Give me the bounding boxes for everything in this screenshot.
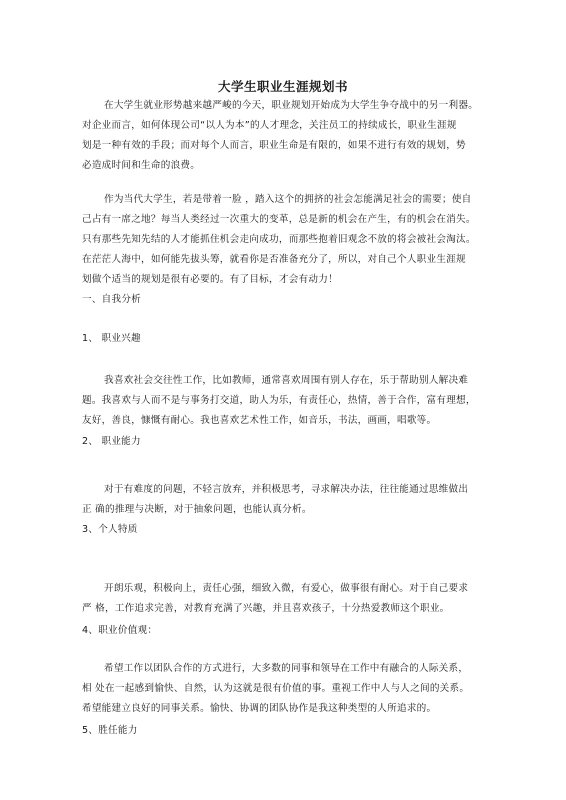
subheading-ability: 2、 职业能力 bbox=[82, 436, 141, 447]
intro-line-2: 对企业而言，如何体现公司“以人为本”的人才理念，关注员工的持续成长，职业生涯规 bbox=[82, 120, 457, 131]
subheading-values: 4、职业价值观： bbox=[82, 625, 158, 636]
para2-line-5: 划做个适当的规划是很有必要的。有了目标，才会有动力！ bbox=[82, 274, 338, 285]
subheading-competence: 5、胜任能力 bbox=[82, 725, 138, 736]
values-line-2: 相 处在一起感到愉快、自然，认为这就是很有价值的事。重视工作中人与人之间的关系。 bbox=[82, 683, 470, 694]
intro-line-4: 必造成时间和生命的浪费。 bbox=[82, 160, 201, 171]
interest-line-2: 题。我喜欢与人而不是与事务打交道，助人为乐，有责任心，热情，善于合作，富有理想， bbox=[82, 395, 476, 406]
interest-line-3: 友好，善良，慷慨有耐心。我也喜欢艺术性工作，如音乐，书法，画画，唱歌等。 bbox=[82, 415, 437, 426]
values-line-1: 希望工作以团队合作的方式进行，大多数的同事和领导在工作中有融合的人际关系， bbox=[104, 663, 469, 674]
interest-line-1: 我喜欢社会交往性工作，比如教师，通常喜欢周围有别人存在，乐于帮助别人解决难 bbox=[104, 375, 469, 386]
values-line-3: 希望能建立良好的同事关系。愉快、协调的团队协作是我这种类型的人所追求的。 bbox=[82, 703, 437, 714]
ability-line-2: 正 确的推理与决断，对于抽象问题，也能认真分析。 bbox=[82, 504, 312, 515]
subheading-interest: 1、 职业兴趣 bbox=[82, 333, 141, 344]
section-heading-self-analysis: 一、自我分析 bbox=[82, 294, 142, 305]
subheading-traits: 3、个人特质 bbox=[82, 524, 138, 535]
intro-line-1: 在大学生就业形势越来越严峻的今天，职业规划开始成为大学生争夺战中的另一利器。 bbox=[104, 100, 479, 111]
document-title: 大学生职业生涯规划书 bbox=[217, 79, 348, 94]
ability-line-1: 对于有难度的问题，不轻言放弃，并积极思考，寻求解决办法，往往能通过思维做出 bbox=[104, 484, 469, 495]
para2-line-1: 作为当代大学生，若是带着一脸 ，踏入这个的拥挤的社会怎能满足社会的需要；使自 bbox=[104, 194, 472, 205]
traits-line-2: 严 格，工作追求完善，对教育充满了兴趣，并且喜欢孩子，十分热爱教师这个职业。 bbox=[82, 603, 450, 614]
para2-line-4: 在茫茫人海中，如何能先拔头筹，就看你是否准备充分了，所以，对自己个人职业生涯规 bbox=[82, 254, 466, 265]
intro-line-3: 划是一种有效的手段；而对每个人而言，职业生命是有限的，如果不进行有效的规划，势 bbox=[82, 140, 466, 151]
para2-line-2: 己占有一席之地？每当人类经过一次重大的变革，总是新的机会在产生，有的机会在消失。 bbox=[82, 214, 476, 225]
para2-line-3: 只有那些先知先结的人才能抓住机会走向成功，而那些抱着旧观念不放的将会被社会淘汰。 bbox=[82, 234, 476, 245]
traits-line-1: 开朗乐观，积极向上，责任心强，细致入微，有爱心，做事很有耐心。对于自己要求 bbox=[104, 583, 469, 594]
